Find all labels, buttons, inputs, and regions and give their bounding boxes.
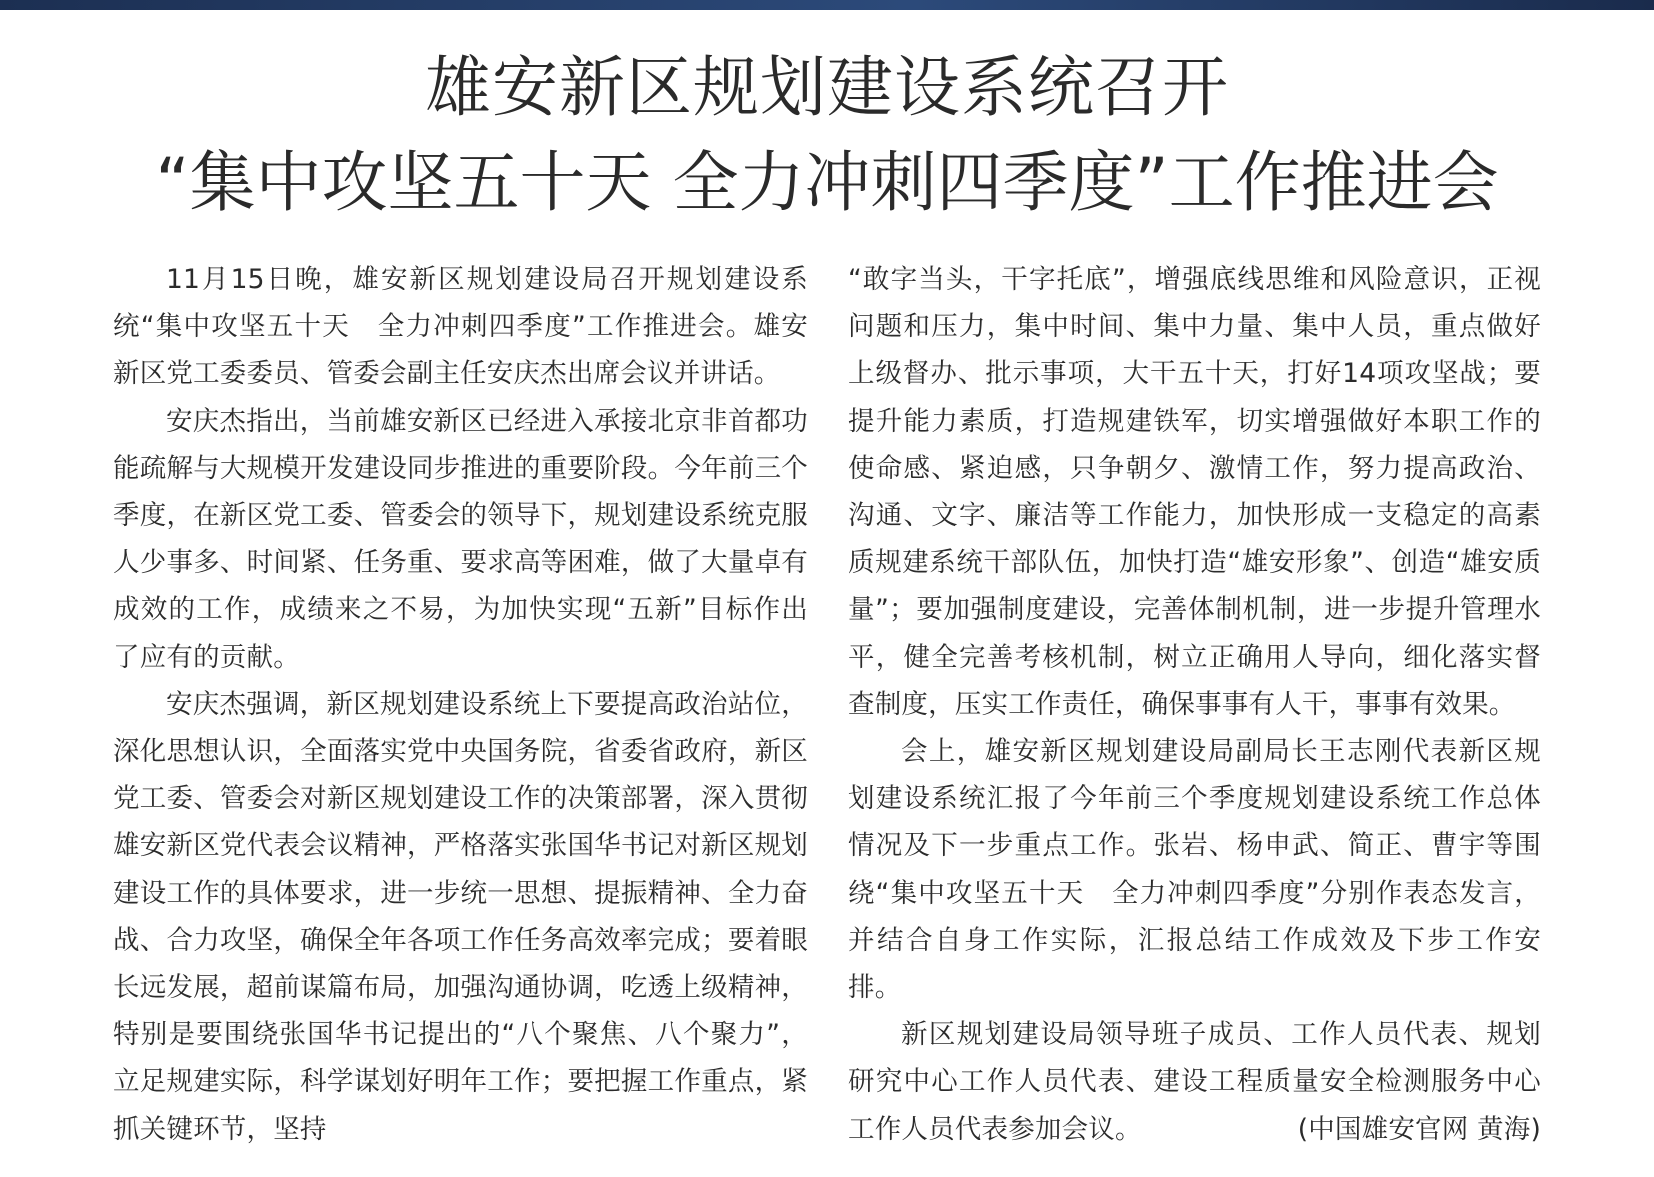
right-column: [848, 256, 1541, 1153]
paragraph-3-continued: “敢字当头，干字托底”，增强底线思维和风险意识，正视问题和压力，集中时间、集中力量、集中人员，重点做好上级督办、批示事项，大干五十天，打好14项攻坚战；要提升能力素质，打造规建铁军，切实增强做好本职工作的使命感、紧迫感，只争朝夕、激情工作，努力提高政治、沟通、文字、廉洁等工作能力，加快形成一支稳定的高素质规建系统干部队伍，加快打造“雄安形象”、创造“雄安质量”；要加强制度建设，完善体制机制，进一步提升管理水平，健全完善考核机制，树立正确用人导向，细化落实督查制度，压实工作责任，确保事事有人干，事事有效果。: [848, 264, 1541, 720]
top-color-bar: [0, 0, 1654, 10]
left-column: [113, 256, 808, 1153]
headline-line-1: 雄安新区规划建设系统召开: [425, 49, 1229, 126]
paragraph-4: 会上，雄安新区规划建设局副局长王志刚代表新区规划建设系统汇报了今年前三个季度规划建设系统工作总体情况及下一步重点工作。张岩、杨申武、简正、曹宇等围绕“集中攻坚五十天 全力冲刺四季度”分别作表态发言，并结合自身工作实际，汇报总结工作成效及下步工作安排。: [848, 736, 1541, 1004]
paragraph-5-text: 新区规划建设局领导班子成员、工作人员代表、规划研究中心工作人员代表、建设工程质量安全检测服务中心工作人员代表参加会议。: [848, 1019, 1541, 1145]
paragraph-1: 11月15日晚，雄安新区规划建设局召开规划建设系统“集中攻坚五十天 全力冲刺四季度”工作推进会。雄安新区党工委委员、管委会副主任安庆杰出席会议并讲话。: [113, 264, 808, 390]
source-credit: (中国雄安官网 黄海): [1297, 1113, 1541, 1145]
paragraph-2: 安庆杰指出，当前雄安新区已经进入承接北京非首都功能疏解与大规模开发建设同步推进的重要阶段。今年前三个季度，在新区党工委、管委会的领导下，规划建设系统克服人少事多、时间紧、任务重、要求高等困难，做了大量卓有成效的工作，成绩来之不易，为加快实现“五新”目标作出了应有的贡献。: [113, 405, 808, 673]
paragraph-3: 安庆杰强调，新区规划建设系统上下要提高政治站位，深化思想认识，全面落实党中央国务院，省委省政府，新区党工委、管委会对新区规划建设工作的决策部署，深入贯彻雄安新区党代表会议精神，严格落实张国华书记对新区规划建设工作的具体要求，进一步统一思想、提振精神、全力奋战、合力攻坚，确保全年各项工作任务高效率完成；要着眼长远发展，超前谋篇布局，加强沟通协调，吃透上级精神，特别是要围绕张国华书记提出的“八个聚焦、八个聚力”，立足规建实际，科学谋划好明年工作；要把握工作重点，紧抓关键环节，坚持: [113, 688, 808, 1145]
paragraph-5: [848, 1011, 1541, 1153]
headline-line-2: “集中攻坚五十天 全力冲刺四季度”工作推进会: [155, 144, 1499, 221]
